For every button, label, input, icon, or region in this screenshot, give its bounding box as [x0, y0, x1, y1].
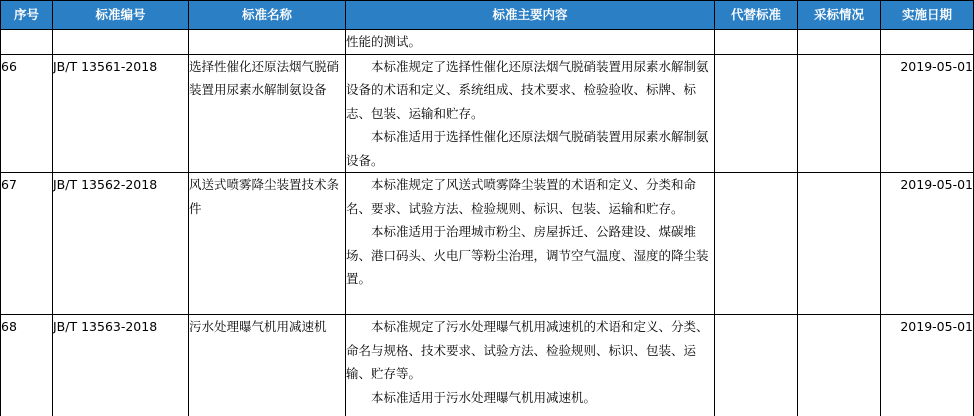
header-adoption: 采标情况 — [798, 1, 881, 30]
table-row — [1, 54, 974, 173]
cell-content — [346, 315, 715, 416]
cell-replaces — [715, 315, 798, 416]
cell-seq: 68 — [1, 315, 53, 416]
cell-code: JB/T 13562-2018 — [53, 173, 189, 315]
content-applicability-paragraph: 本标准适用于选择性催化还原法烟气脱硝装置用尿素水解制氨设备。 — [346, 129, 709, 168]
table-row-continuation — [1, 30, 974, 55]
cell-date — [881, 30, 974, 55]
cell-replaces — [715, 173, 798, 315]
content-scope-paragraph: 本标准规定了选择性催化还原法烟气脱硝装置用尿素水解制氨设备的术语和定义、系统组成、技术要求、检验验收、标牌、标志、包装、运输和贮存。 — [346, 58, 709, 121]
cell-name: 污水处理曝气机用减速机 — [189, 315, 346, 416]
cell-date: 2019-05-01 — [881, 315, 974, 416]
content-scope-paragraph: 本标准规定了风送式喷雾降尘装置的术语和定义、分类和命名、要求、试验方法、检验规则、标识、包装、运输和贮存。 — [346, 177, 697, 216]
cell-adoption — [798, 173, 881, 315]
cell-seq: 66 — [1, 54, 53, 173]
cell-name: 选择性催化还原法烟气脱硝装置用尿素水解制氨设备 — [189, 54, 346, 173]
cell-replaces — [715, 30, 798, 55]
header-replaces: 代替标准 — [715, 1, 798, 30]
cell-adoption — [798, 54, 881, 173]
table-row — [1, 315, 974, 416]
content-applicability-paragraph: 本标准适用于治理城市粉尘、房屋拆迁、公路建设、煤碳堆场、港口码头、火电厂等粉尘治理，调节空气温度、湿度的降尘装置。 — [346, 224, 709, 286]
cell-content — [346, 173, 715, 315]
cell-name: 风送式喷雾降尘装置技术条件 — [189, 173, 346, 315]
cell-code: JB/T 13561-2018 — [53, 54, 189, 173]
header-seq: 序号 — [1, 1, 53, 30]
cell-seq — [1, 30, 53, 55]
cell-name — [189, 30, 346, 55]
cell-code — [53, 30, 189, 55]
content-scope-paragraph: 本标准规定了污水处理曝气机用减速机的术语和定义、分类、命名与规格、技术要求、试验方法、检验规则、标识、包装、运输、贮存等。 — [346, 319, 709, 381]
cell-content-continuation: 性能的测试。 — [346, 30, 715, 55]
cell-code: JB/T 13563-2018 — [53, 315, 189, 416]
content-applicability-paragraph: 本标准适用于污水处理曝气机用减速机。 — [371, 389, 597, 405]
header-name: 标准名称 — [189, 1, 346, 30]
cell-date: 2019-05-01 — [881, 54, 974, 173]
header-code: 标准编号 — [53, 1, 189, 30]
cell-content — [346, 54, 715, 173]
cell-adoption — [798, 30, 881, 55]
table-header-row — [1, 1, 974, 30]
cell-seq: 67 — [1, 173, 53, 315]
header-content: 标准主要内容 — [346, 1, 715, 30]
cell-date: 2019-05-01 — [881, 173, 974, 315]
table-row — [1, 173, 974, 315]
header-date: 实施日期 — [881, 1, 974, 30]
cell-replaces — [715, 54, 798, 173]
cell-adoption — [798, 315, 881, 416]
